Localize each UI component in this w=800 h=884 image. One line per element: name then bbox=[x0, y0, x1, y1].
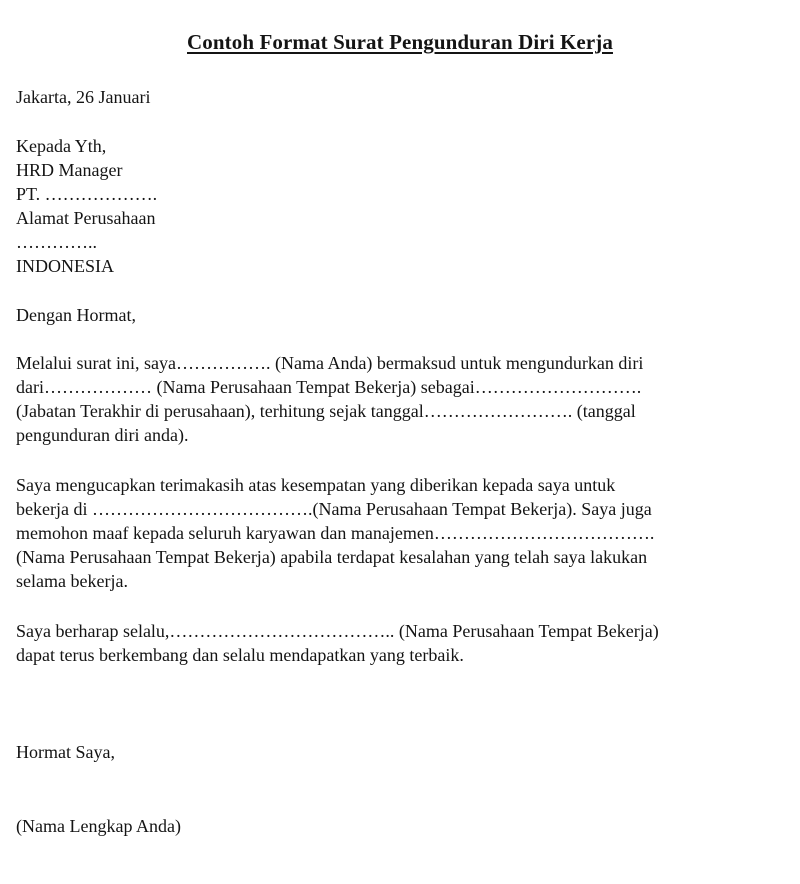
paragraph-2-line: memohon maaf kepada seluruh karyawan dan manajemen………………………………. bbox=[16, 523, 655, 543]
paragraph-2 bbox=[16, 473, 776, 593]
paragraph-1-line: pengunduran diri anda). bbox=[16, 425, 189, 445]
paragraph-3 bbox=[16, 619, 776, 667]
recipient-line-2: HRD Manager bbox=[16, 160, 123, 180]
paragraph-2-line: Saya mengucapkan terimakasih atas kesempatan yang diberikan kepada saya untuk bbox=[16, 475, 616, 495]
document-title: Contoh Format Surat Pengunduran Diri Kerja bbox=[187, 30, 613, 54]
recipient-line-5: ………….. bbox=[16, 232, 97, 252]
paragraph-1-line: Melalui surat ini, saya……………. (Nama Anda) bermaksud untuk mengundurkan diri bbox=[16, 353, 644, 373]
recipient-line-3: PT. ………………. bbox=[16, 184, 158, 204]
greeting: Dengan Hormat, bbox=[16, 305, 136, 325]
signature-name: (Nama Lengkap Anda) bbox=[16, 816, 181, 836]
paragraph-3-line: dapat terus berkembang dan selalu mendapatkan yang terbaik. bbox=[16, 645, 464, 665]
recipient-line-1: Kepada Yth, bbox=[16, 136, 107, 156]
paragraph-1 bbox=[16, 351, 776, 447]
paragraph-2-line: bekerja di ……………………………….(Nama Perusahaan Tempat Bekerja). Saya juga bbox=[16, 499, 652, 519]
closing: Hormat Saya, bbox=[16, 742, 115, 762]
recipient-line-4: Alamat Perusahaan bbox=[16, 208, 156, 228]
paragraph-2-line: selama bekerja. bbox=[16, 571, 128, 591]
paragraph-1-line: (Jabatan Terakhir di perusahaan), terhitung sejak tanggal……………………. (tanggal bbox=[16, 401, 636, 421]
date-line: Jakarta, 26 Januari bbox=[16, 87, 151, 107]
paragraph-3-line: Saya berharap selalu,……………………………….. (Nama Perusahaan Tempat Bekerja) bbox=[16, 621, 659, 641]
paragraph-2-line: (Nama Perusahaan Tempat Bekerja) apabila terdapat kesalahan yang telah saya lakukan bbox=[16, 547, 648, 567]
paragraph-1-line: dari……………… (Nama Perusahaan Tempat Bekerja) sebagai………………………. bbox=[16, 377, 642, 397]
recipient-line-6: INDONESIA bbox=[16, 256, 114, 276]
